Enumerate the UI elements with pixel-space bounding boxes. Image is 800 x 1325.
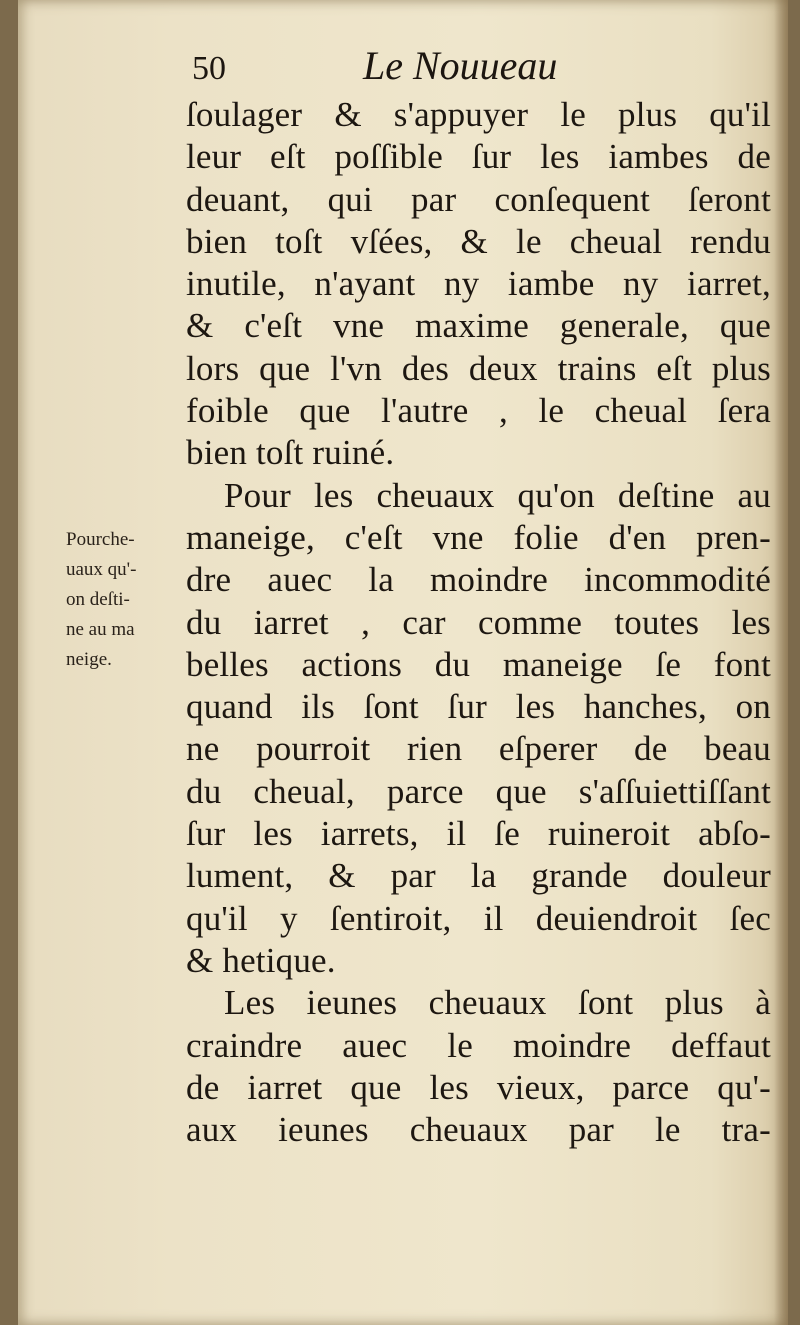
text-line: du cheual, parce que s'aſſuiettiſſant [186, 771, 771, 811]
marginal-note-line: ne au ma [66, 619, 135, 640]
marginal-note-line: on deſti- [66, 589, 130, 610]
text-line: craindre auec le moindre deffaut [186, 1025, 771, 1065]
text-line: maneige, c'eſt vne folie d'en pren- [186, 517, 771, 557]
text-line: bien toſt ruiné. [186, 433, 395, 473]
text-line: lument, & par la grande douleur [186, 856, 771, 896]
marginal-note-line: Pourche- [66, 529, 135, 550]
paragraph-start-line: Les ieunes cheuaux ſont plus à [224, 983, 771, 1023]
text-line: dre auec la moindre incommodité [186, 560, 771, 600]
text-line: belles actions du maneige ſe font [186, 644, 771, 684]
text-line: leur eſt poſſible ſur les iambes de [186, 137, 771, 177]
text-line: inutile, n'ayant ny iambe ny iarret, [186, 264, 771, 304]
marginal-note-line: neige. [66, 649, 112, 670]
text-line: bien toſt vſées, & le cheual rendu [186, 221, 771, 261]
text-line: & c'eſt vne maxime generale, que [186, 306, 771, 346]
text-line: ſoulager & s'appuyer le plus qu'il [186, 95, 771, 134]
text-line: foible que l'autre , le cheual ſera [186, 391, 771, 431]
running-head [18, 42, 788, 92]
page-number: 50 [192, 50, 226, 87]
text-line: & hetique. [186, 940, 336, 980]
text-line: ne pourroit rien eſperer de beau [186, 729, 771, 769]
text-line: aux ieunes cheuaux par le tra- [186, 1110, 771, 1150]
text-line: de iarret que les vieux, parce qu'- [186, 1067, 771, 1107]
text-line: qu'il y ſentiroit, il deuiendroit ſec [186, 898, 771, 938]
body-text [186, 94, 771, 1151]
running-title: Le Nouueau [363, 43, 558, 88]
book-page [18, 0, 788, 1325]
marginal-note [66, 525, 176, 675]
text-line: deuant, qui par conſequent ſeront [186, 179, 771, 219]
text-line: lors que l'vn des deux trains eſt plus [186, 348, 771, 388]
text-line: ſur les iarrets, il ſe ruineroit abſo- [186, 814, 771, 854]
marginal-note-line: uaux qu'- [66, 559, 137, 580]
text-line: du iarret , car comme toutes les [186, 602, 771, 642]
paragraph-start-line: Pour les cheuaux qu'on deſtine au [224, 475, 771, 515]
text-line: quand ils ſont ſur les hanches, on [186, 687, 771, 727]
